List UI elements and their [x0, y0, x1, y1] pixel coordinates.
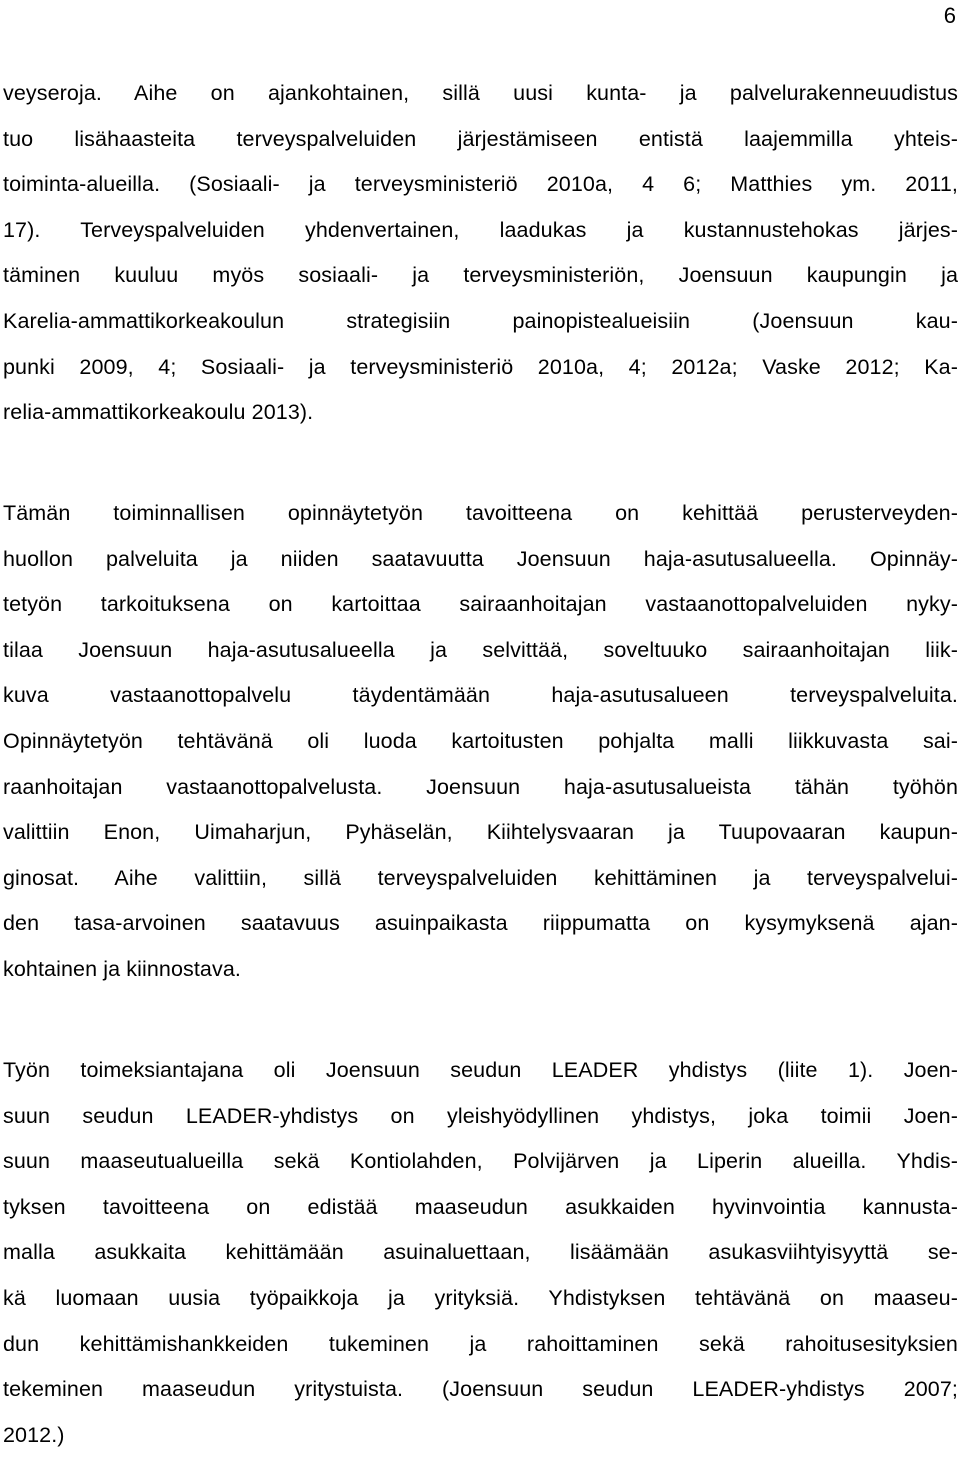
text-line: 2012.): [3, 1422, 65, 1447]
text-line: punki 2009, 4; Sosiaali- ja terveysministeriö 2010a, 4; 2012a; Vaske 2012; Ka-: [3, 354, 958, 379]
text-line: malla asukkaita kehittämään asuinaluettaan, lisäämään asukasviihtyisyyttä se-: [3, 1240, 958, 1265]
text-line: suun maaseutualueilla sekä Kontiolahden, Polvijärven ja Liperin alueilla. Yhdis-: [3, 1149, 958, 1174]
text-line: kuva vastaanottopalvelu täydentämään haja-asutusalueen terveyspalveluita.: [3, 683, 958, 708]
text-line: tekeminen maaseudun yritystuista. (Joensuun seudun LEADER-yhdistys 2007;: [3, 1377, 958, 1402]
text-line: tetyön tarkoituksena on kartoittaa sairaanhoitajan vastaanottopalveluiden nyky-: [3, 592, 958, 617]
text-line: tyksen tavoitteena on edistää maaseudun asukkaiden hyvinvointia kannusta-: [3, 1194, 958, 1219]
text-line: Opinnäytetyön tehtävänä oli luoda kartoitusten pohjalta malli liikkuvasta sai-: [3, 728, 958, 753]
paragraph-2: [3, 491, 958, 993]
text-line: toiminta-alueilla. (Sosiaali- ja terveysministeriö 2010a, 4 6; Matthies ym. 2011,: [3, 172, 958, 197]
text-line: ginosat. Aihe valittiin, sillä terveyspalveluiden kehittäminen ja terveyspalvelui-: [3, 865, 958, 890]
page-number: 6: [943, 3, 956, 28]
text-line: täminen kuuluu myös sosiaali- ja terveysministeriön, Joensuun kaupungin ja: [3, 263, 958, 288]
text-line: tuo lisähaasteita terveyspalveluiden järjestämiseen entistä laajemmilla yhteis-: [3, 126, 958, 151]
text-line: tilaa Joensuun haja-asutusalueella ja selvittää, soveltuuko sairaanhoitajan liik-: [3, 637, 958, 662]
text-line: dun kehittämishankkeiden tukeminen ja rahoittaminen sekä rahoitusesityksien: [3, 1331, 958, 1356]
text-line: kohtainen ja kiinnostava.: [3, 956, 241, 981]
text-line: Tämän toiminnallisen opinnäytetyön tavoitteena on kehittää perusterveyden-: [3, 501, 958, 525]
text-line: den tasa-arvoinen saatavuus asuinpaikasta riippumatta on kysymyksenä ajan-: [3, 911, 958, 936]
text-line: suun seudun LEADER-yhdistys on yleishyödyllinen yhdistys, joka toimii Joen-: [3, 1103, 958, 1128]
paragraph-1: [3, 71, 958, 436]
text-line: relia-ammattikorkeakoulu 2013).: [3, 400, 314, 425]
text-line: raanhoitajan vastaanottopalvelusta. Joensuun haja-asutusalueista tähän työhön: [3, 774, 958, 799]
text-line: valittiin Enon, Uimaharjun, Pyhäselän, Kiihtelysvaaran ja Tuupovaaran kaupun-: [3, 820, 958, 845]
text-line: huollon palveluita ja niiden saatavuutta Joensuun haja-asutusalueella. Opinnäy-: [3, 546, 958, 571]
text-line: Työn toimeksiantajana oli Joensuun seudun LEADER yhdistys (liite 1). Joen-: [3, 1058, 958, 1082]
text-line: kä luomaan uusia työpaikkoja ja yrityksiä. Yhdistyksen tehtävänä on maaseu-: [3, 1285, 958, 1310]
text-line: Karelia-ammattikorkeakoulun strategisiin painopistealueisiin (Joensuun kau-: [3, 308, 958, 333]
paragraph-3: [3, 1048, 958, 1458]
text-line: veyseroja. Aihe on ajankohtainen, sillä uusi kunta- ja palvelurakenneuudistus: [3, 81, 958, 105]
text-line: 17). Terveyspalveluiden yhdenvertainen, laadukas ja kustannustehokas järjes-: [3, 217, 958, 242]
